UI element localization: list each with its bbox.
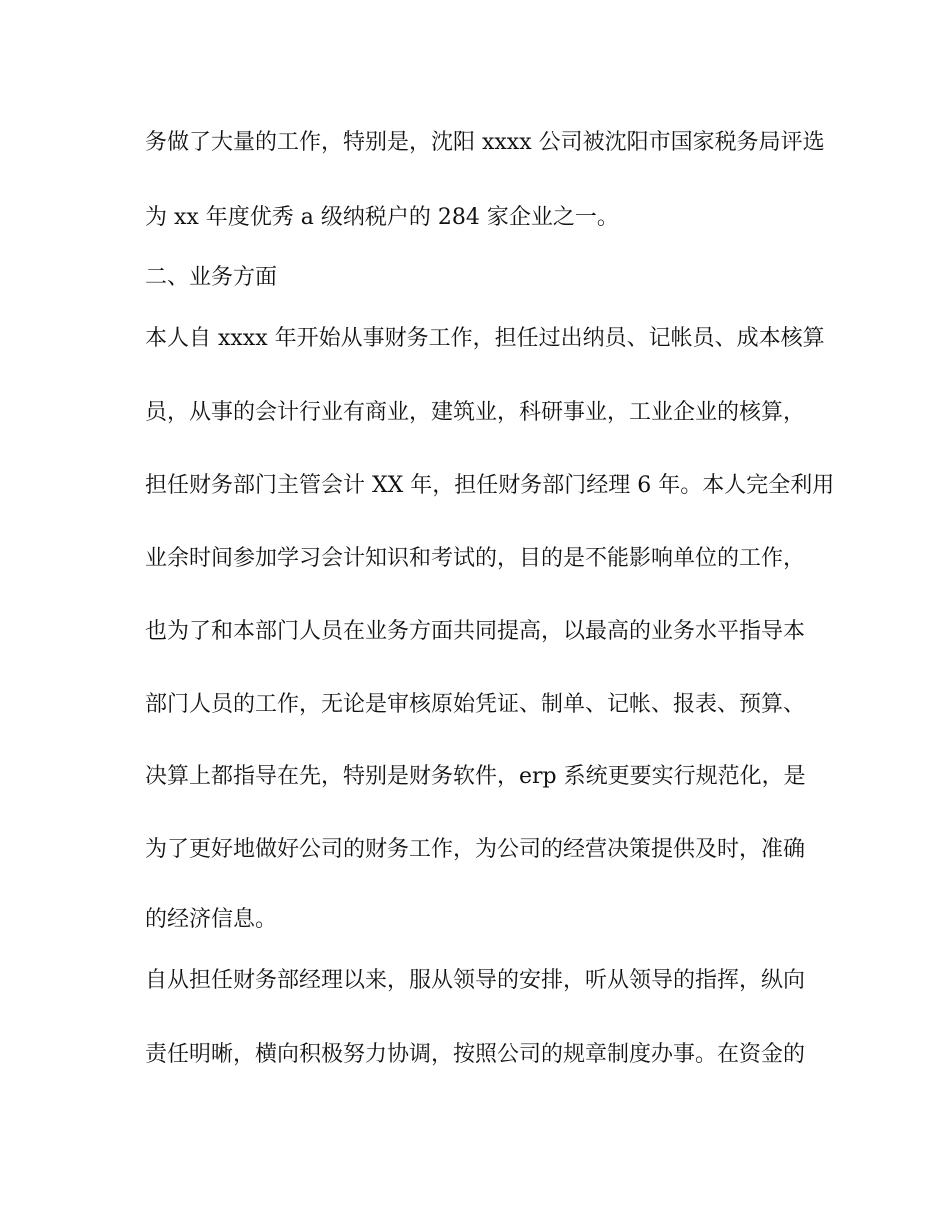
text-line: 为了更好地做好公司的财务工作，为公司的经营决策提供及时，准确 bbox=[145, 837, 806, 862]
section-heading: 二、业务方面 bbox=[145, 265, 278, 290]
text-line: 为 xx 年度优秀 a 级纳税户的 284 家企业之一。 bbox=[145, 205, 619, 230]
text-line: 自从担任财务部经理以来，服从领导的安排，听从领导的指挥，纵向 bbox=[145, 968, 806, 993]
text-line: 责任明晰，横向积极努力协调，按照公司的规章制度办事。在资金的 bbox=[145, 1042, 806, 1067]
text-line: 本人自 xxxx 年开始从事财务工作，担任过出纳员、记帐员、成本核算 bbox=[145, 326, 825, 351]
text-line: 的经济信息。 bbox=[145, 907, 278, 932]
text-line: 也为了和本部门人员在业务方面共同提高，以最高的业务水平指导本 bbox=[145, 619, 806, 644]
text-line: 部门人员的工作，无论是审核原始凭证、制单、记帐、报表、预算、 bbox=[145, 692, 806, 717]
text-line: 员，从事的会计行业有商业，建筑业，科研事业，工业企业的核算， bbox=[145, 400, 806, 425]
text-line: 担任财务部门主管会计 XX 年，担任财务部门经理 6 年。本人完全利用 bbox=[145, 473, 835, 498]
text-line: 业余时间参加学习会计知识和考试的，目的是不能影响单位的工作， bbox=[145, 546, 806, 571]
text-line: 决算上都指导在先，特别是财务软件，erp 系统更要实行规范化，是 bbox=[145, 764, 806, 789]
text-line: 务做了大量的工作，特别是，沈阳 xxxx 公司被沈阳市国家税务局评选 bbox=[145, 130, 825, 155]
